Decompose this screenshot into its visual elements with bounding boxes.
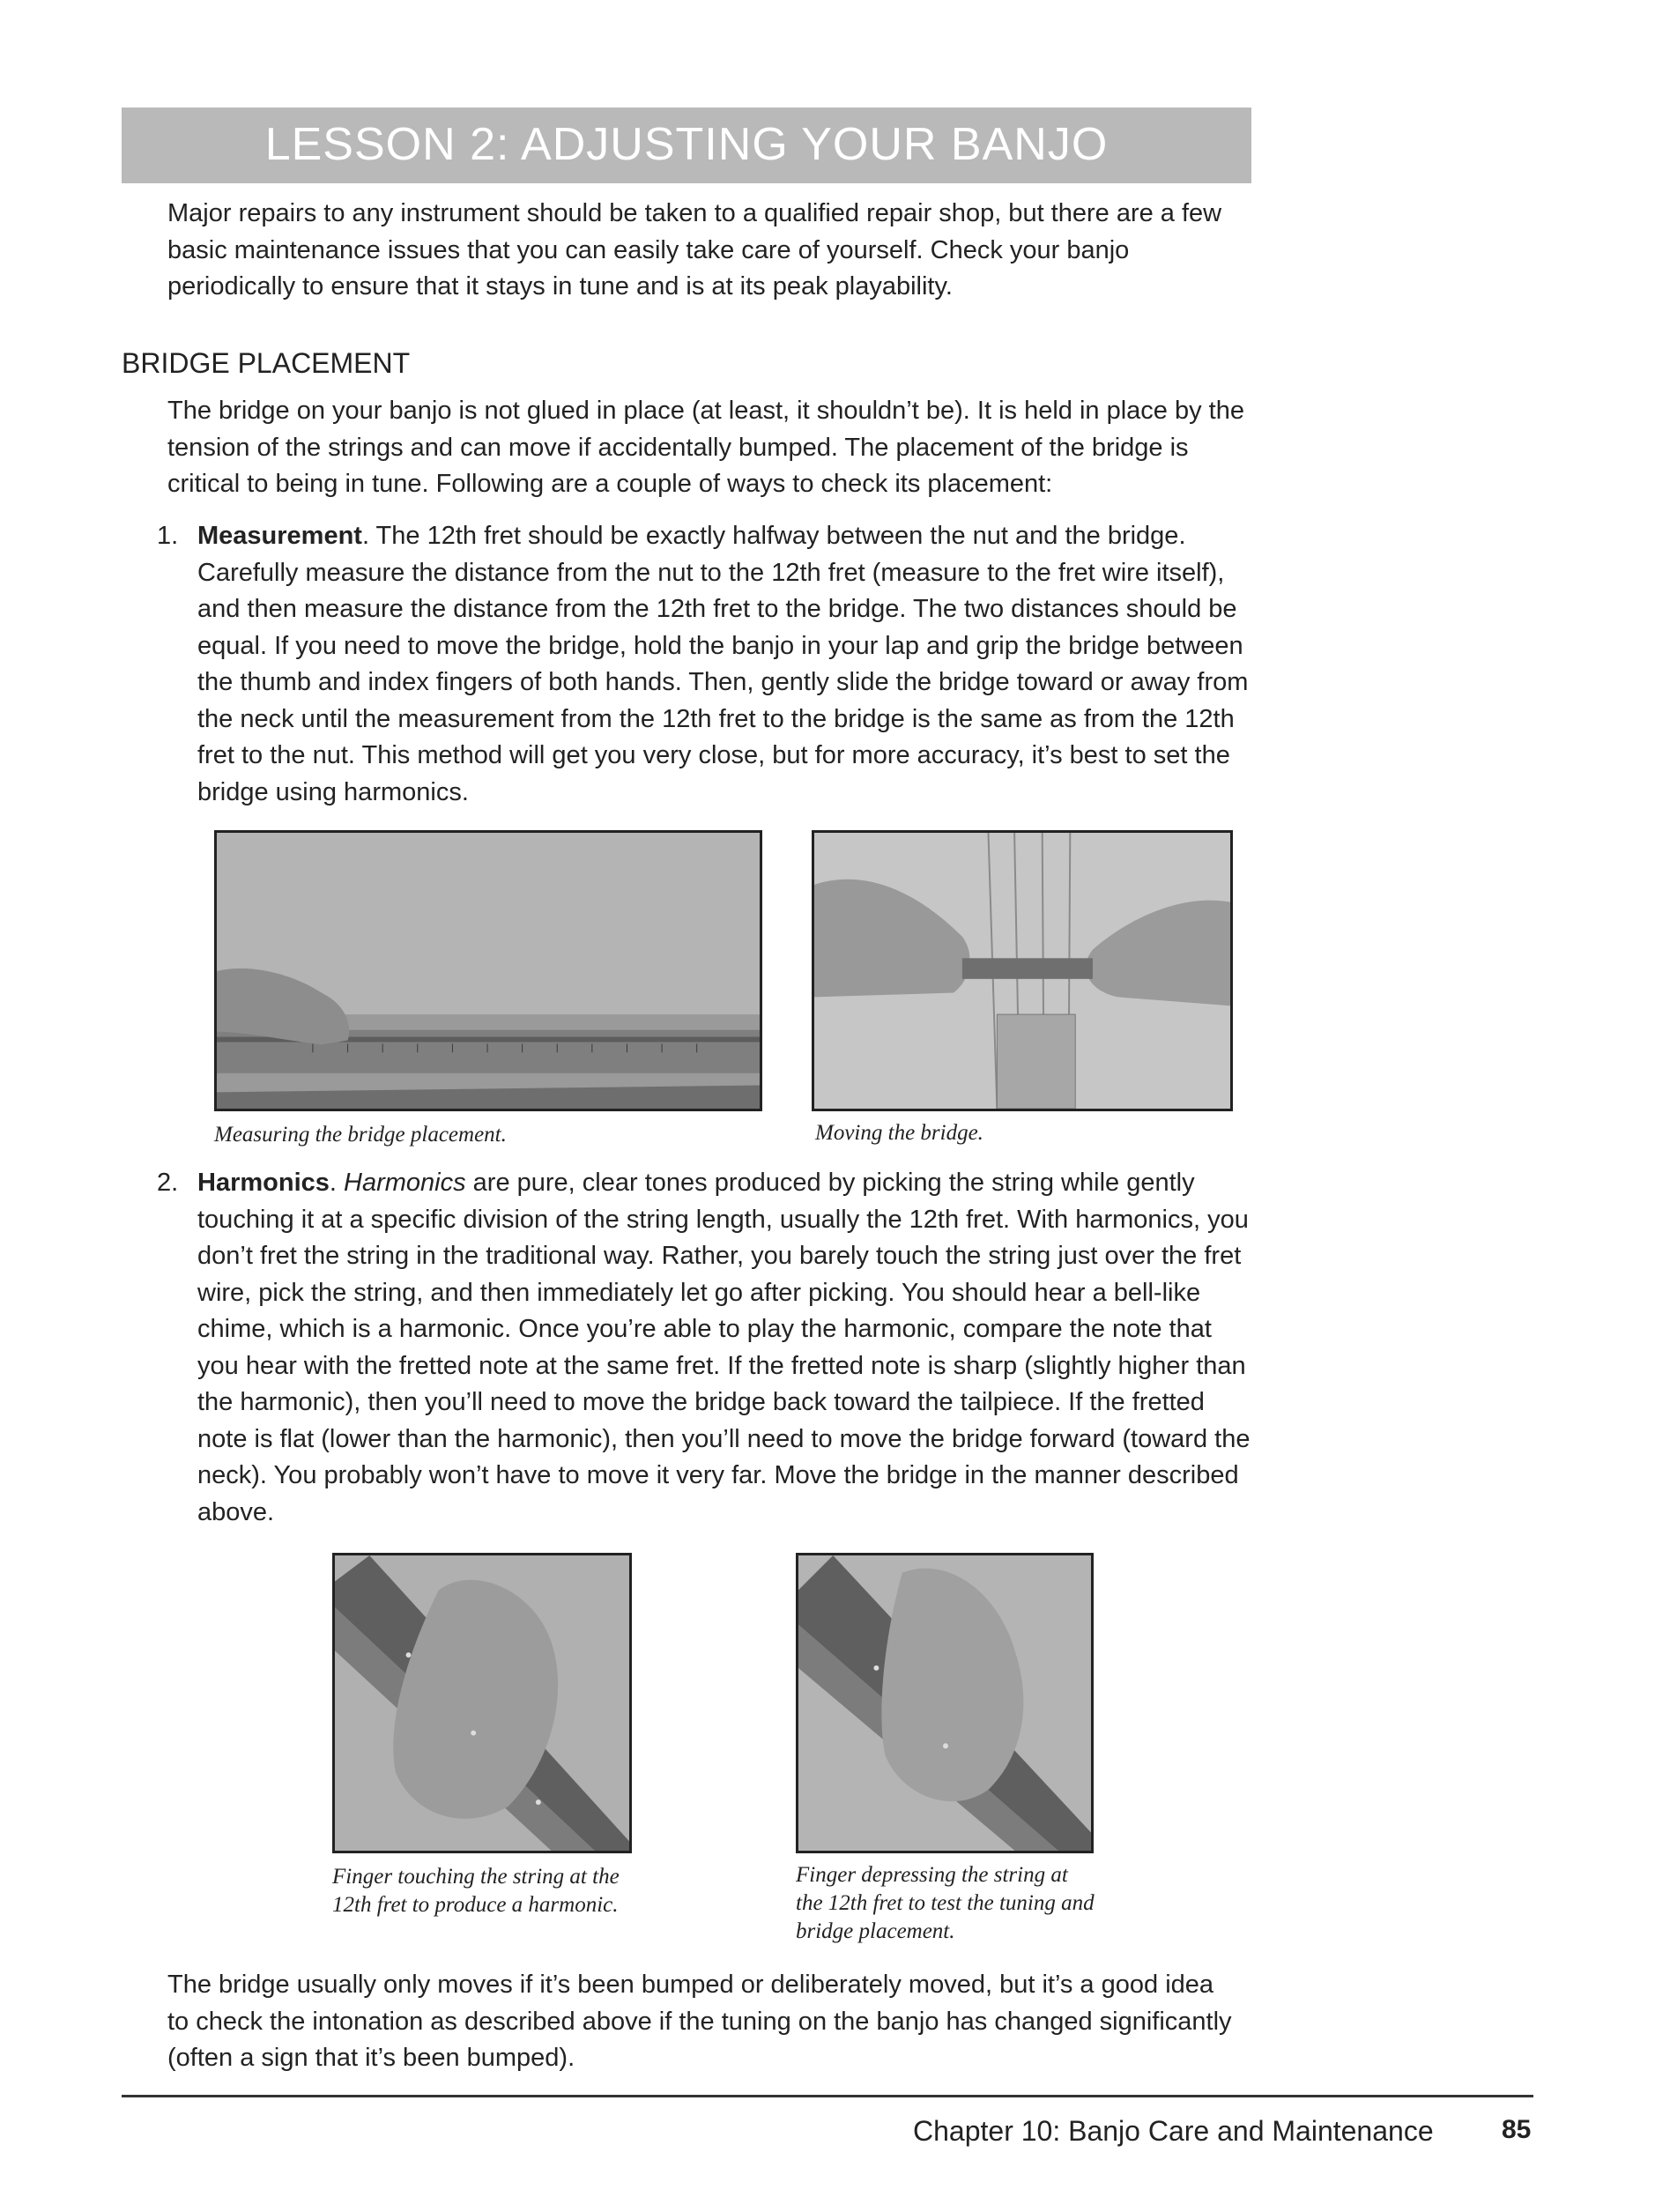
list-item-harmonics xyxy=(157,1165,1258,1531)
caption-finger-depressing: Finger depressing the string at the 12th fret to test the tuning and bridge placement. xyxy=(796,1863,1095,1943)
section-intro-paragraph: The bridge on your banjo is not glued in place (at least, it shouldn’t be). It is held in place by the tension of the strings and can move if accidentally bumped. The placement of the bridge is critical to being in tune. Following are a couple of ways to check its placement: xyxy=(167,397,1244,498)
photo-measuring-bridge xyxy=(214,830,762,1111)
photo-moving-bridge xyxy=(812,830,1233,1111)
section-heading: BRIDGE PLACEMENT xyxy=(122,347,411,379)
list-term-italic: Harmonics xyxy=(344,1169,466,1197)
caption-measuring: Measuring the bridge placement. xyxy=(214,1123,507,1147)
footer-rule xyxy=(122,2095,1533,2097)
list-text: are pure, clear tones produced by picking the string while gently touching it at a specific division of the string length, usually the 12th fret. With harmonics, you don’t fret the string in the traditional way. Rather, you barely touch the string just over the fret wire, pick the string, and then immediately let go after picking. You should hear a bell-like chime, which is a harmonic. Once you’re able to play the harmonic, compare the note that you hear with the fretted note at the same fret. If the fretted note is sharp (slightly higher than the harmonic), then you’ll need to move the bridge back toward the tailpiece. If the fretted note is flat (lower than the harmonic), then you’ll need to move the bridge forward (toward the neck). You probably won’t have to move it very far. Move the bridge in the manner described above. xyxy=(197,1169,1251,1526)
list-term: Harmonics xyxy=(197,1169,330,1197)
lesson-title-banner xyxy=(122,108,1251,183)
photo-finger-depressing xyxy=(796,1553,1094,1853)
list-text: . The 12th fret should be exactly halfway between the nut and the bridge. Carefully measure the distance from the nut to the 12th fret (measure to the fret wire itself), and then measure the distance from the 12th fret to the bridge. The two distances should be equal. If you need to move the bridge, hold the banjo in your lap and grip the bridge between the thumb and index fingers of both hands. Then, gently slide the bridge toward or away from the neck until the measurement from the 12th fret to the bridge is the same as from the 12th fret to the nut. This method will get you very close, but for more accuracy, it’s best to set the bridge using harmonics. xyxy=(197,522,1249,806)
caption-finger-touching: Finger touching the string at the 12th fret to produce a harmonic. xyxy=(332,1865,620,1917)
list-number: 2. xyxy=(157,1169,179,1197)
page-number: 85 xyxy=(1502,2115,1532,2144)
list-item-measurement xyxy=(157,518,1251,811)
closing-paragraph: The bridge usually only moves if it’s been bumped or deliberately moved, but it’s a good idea to check the intonation as described above if the tuning on the banjo has changed significantly (often a sign that it’s been bumped). xyxy=(167,1971,1232,2072)
list-number: 1. xyxy=(157,522,179,550)
photo-finger-touching xyxy=(332,1553,632,1853)
lesson-title: LESSON 2: ADJUSTING YOUR BANJO xyxy=(264,119,1109,170)
list-term: Measurement xyxy=(197,522,362,550)
list-text-pre: . xyxy=(329,1169,345,1197)
footer-chapter-title: Chapter 10: Banjo Care and Maintenance xyxy=(913,2115,1434,2147)
caption-moving: Moving the bridge. xyxy=(815,1121,983,1145)
intro-paragraph: Major repairs to any instrument should be taken to a qualified repair shop, but there are a few basic maintenance issues that you can easily take care of yourself. Check your banjo periodically to ensure that it stays in tune and is at its peak playability. xyxy=(167,199,1222,301)
